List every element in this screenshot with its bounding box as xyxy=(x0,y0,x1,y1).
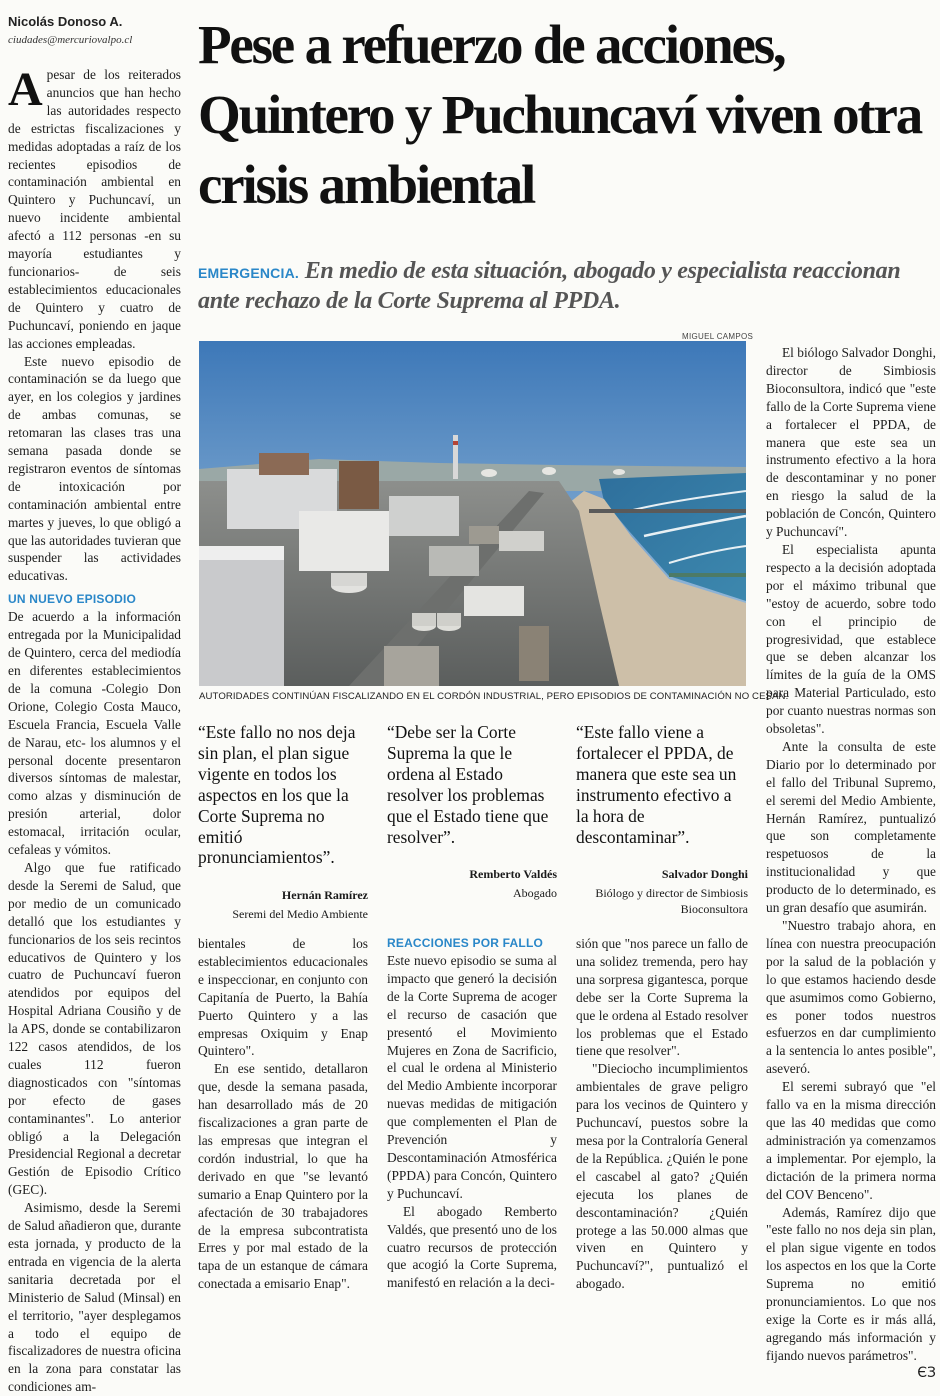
pull-quote-1 xyxy=(198,722,368,922)
pull-quote-2 xyxy=(387,722,557,901)
quote-author: Remberto Valdés xyxy=(469,867,557,882)
subhead-nuevo-episodio: UN NUEVO EPISODIO xyxy=(8,592,137,607)
paragraph: Ante la consulta de este Diario por lo determinado por el fallo del Tribunal Supremo, el seremi del Medio Ambiente, Hernán Ramírez, puntualizó que son completamente respetuosos de la institucionalidad y que producto de lo determinado, es un gran desafío que asumirán. xyxy=(766,738,936,916)
industrial-photo xyxy=(199,341,746,686)
author-name: Nicolás Donoso A. xyxy=(8,14,123,29)
paragraph: Este nuevo episodio de contaminación se da luego que ayer, en los colegios y jardines de ambas comunas, se retomaran las clases tras una semana pasada donde se registraron eventos de síntomas de intoxicación por contaminación ambiental entre martes y jueves, lo que obligó a que las autoridades tuvieran que suspender las actividades educativas. xyxy=(8,353,181,584)
author-email: ciudades@mercuriovalpo.cl xyxy=(8,34,133,46)
paragraph: bientales de los establecimientos educacionales e inspeccionar, en conjunto con Capitanía de Puerto, la Bahía Puerto Quintero y a las empresas Oxiquim y Enap Quintero". xyxy=(198,936,368,1059)
quote-text: “Debe ser la Corte Suprema la que le ordena al Estado resolver los problemas que el Estado tiene que resolver”. xyxy=(387,722,549,847)
kicker-text: En medio de esta situación, abogado y especialista reaccionan ante rechazo de la Corte Suprema al PPDA. xyxy=(198,258,901,314)
kicker xyxy=(198,256,918,316)
column-2 xyxy=(198,935,368,1293)
industrial-coast-illustration xyxy=(199,341,746,686)
paragraph: Además, Ramírez dijo que "este fallo no nos deja sin plan, el plan sigue vigente en todos los aspectos en los que la Corte Suprema no emitió pronunciamientos. Lo que nos exige la Corte es ir más allá, agregando más información y fijando nuevos parámetros". xyxy=(766,1204,936,1363)
quote-author: Hernán Ramírez xyxy=(281,888,368,903)
paragraph: De acuerdo a la información entregada por la Municipalidad de Quintero, cerca del mediodía en diferentes establecimientos de la comuna -Colegio Don Orione, Colegio Costa Mauco, Escuela Francia, Escuela Valle de Narau, etc- los alumnos y el personal docente presentaron diversos síntomas de malestar, como alzas y disminución de presión arterial, dolor estomacal, irritación ocular, cefaleas y vómitos. xyxy=(8,609,181,858)
quote-text: “Este fallo viene a fortalecer el PPDA, de manera que este sea un instrumento efectivo a la hora de descontaminar”. xyxy=(576,722,737,847)
end-mark-icon: ЄЗ xyxy=(917,1364,936,1381)
photo-caption: AUTORIDADES CONTINÚAN FISCALIZANDO EN EL CORDÓN INDUSTRIAL, PERO EPISODIOS DE CONTAMINACIÓN NO CESAN. xyxy=(199,691,789,702)
dropcap: A xyxy=(8,63,43,116)
paragraph: Este nuevo episodio se suma al impacto que generó la decisión de la Corte Suprema de acoger el recurso de casación que presentó el Movimiento Mujeres en Zona de Sacrificio, el cual le ordena al Ministerio del Medio Ambiente incorporar nuevas medidas de mitigación que complementen el Plan de Prevención y Descontaminación Atmosférica (PPDA) para Concón, Quintero y Puchuncaví. xyxy=(387,953,557,1201)
quote-text: “Este fallo no nos deja sin plan, el plan sigue vigente en todos los aspectos en los que la Corte Suprema no emitió pronunciamientos”. xyxy=(198,722,356,868)
paragraph: Asimismo, desde la Seremi de Salud añadieron que, durante esta jornada, y producto de la entrada en vigencia de la alerta sanitaria decretada por el Ministerio de Salud (Minsal) en el territorio, "ayer desplegamos a todo el equipo de fiscalizadores de nuestra oficina en la zona para constatar las condiciones am- xyxy=(8,1200,181,1395)
paragraph: "Dieciocho incumplimientos ambientales de grave peligro para los vecinos de Quintero y Puchuncaví, puestos sobre la mesa por la Contraloría General de la República. ¿Quién le pone el cascabel al gato? ¿Quién ejecuta los planes de descontaminación? ¿Quién protege a las 50.000 almas que viven en Quintero y Puchuncaví?", puntualizó el abogado. xyxy=(576,1061,748,1292)
quote-author: Salvador Donghi xyxy=(661,867,748,882)
kicker-tag: EMERGENCIA. xyxy=(198,265,299,281)
paragraph: El especialista apunta respecto a la decisión adoptada por el máximo tribunal que "estoy de acuerdo, sobre todo con el principio de progresividad, que establece que se deben alcanzar los límites de la guía de la OMS para Material Particulado, esto por cuanto nuestras normas son obsoletas". xyxy=(766,541,936,737)
paragraph: El seremi subrayó que "el fallo va en la misma dirección que las 40 medidas que como administración ya comenzamos a implementar. Por ejemplo, la dictación de la primera norma del COV Benceno". xyxy=(766,1079,936,1202)
quote-role: Seremi del Medio Ambiente xyxy=(232,907,368,922)
photo-credit: MIGUEL CAMPOS xyxy=(682,332,754,341)
column-5 xyxy=(766,344,936,1381)
headline: Pese a refuerzo de acciones, Quintero y Puchuncaví viven otra crisis ambiental xyxy=(198,14,922,215)
quote-role: Abogado xyxy=(513,886,557,901)
pull-quote-3 xyxy=(576,722,748,917)
paragraph: El abogado Remberto Valdés, que presentó uno de los cuatro recursos de protección que acogió la Corte Suprema, manifestó en relación a la deci- xyxy=(387,1203,557,1291)
subhead-reacciones: REACCIONES POR FALLO xyxy=(387,936,544,950)
paragraph: Algo que fue ratificado desde la Seremi de Salud, que por medio de un comunicado detalló que los estudiantes y funcionarios de los seis recintos educativos de Quintero y los cuatro de Puchuncaví fueron atendidos por equipos del Hospital Adriana Cousiño y de la APS, donde se contabilizaron 122 casos atendidos, de los cuales 112 fueron diagnosticados con "síntomas por efecto de gases contaminantes". Lo anterior obligó a la Delegación Presidencial Regional a decretar Gestión de Episodio Crítico (GEC). xyxy=(8,859,181,1198)
paragraph: pesar de los reiterados anuncios que han hecho las autoridades respecto de estrictas fiscalizaciones y medidas adoptadas a raíz de los recientes episodios de contaminación ambiental en Quintero y Puchuncaví, un nuevo incidente ambiental afectó a 112 personas -en su mayoría estudiantes y funcionarios- de seis establecimientos educacionales de Quintero y cuatro de Puchuncaví, poniendo en jaque las acciones empleadas. xyxy=(8,67,181,351)
paragraph: El biólogo Salvador Donghi, director de Simbiosis Bioconsultora, indicó que "este fallo de la Corte Suprema viene a fortalecer el PPDA, de manera que este sea un instrumento efectivo a la hora de descontaminar y no poner en riesgo la salud de la población de Concón, Quintero y Puchuncaví". xyxy=(766,345,936,540)
quote-role: Biólogo y director de Simbiosis Bioconsultora xyxy=(595,886,748,917)
column-1 xyxy=(8,63,181,1396)
paragraph: En ese sentido, detallaron que, desde la semana pasada, han desarrollado más de 20 fiscalizaciones a gran parte de las empresas que integran el cordón industrial, lo que ha derivado en que "se levantó sumario a Enap Quintero por la afectación de 30 trabajadores de la empresa subcontratista Erres y por mal estado de la tapa de un estanque de cámara conectada a emisario Enap". xyxy=(198,1061,368,1292)
paragraph: "Nuestro trabajo ahora, en línea con nuestra preocupación por la salud de la población y lo que estamos haciendo desde que asumimos como Gobierno, es poner todos nuestros esfuerzos en dar cumplimiento a la sentencia lo antes posible", aseveró. xyxy=(766,918,936,1077)
column-4 xyxy=(576,935,748,1293)
column-3 xyxy=(387,935,557,1292)
paragraph: sión que "nos parece un fallo de una solidez tremenda, pero hay una sorpresa gigantesca, porque debe ser la Corte Suprema la que le ordena al Estado resolver los problemas que el Estado tiene que resolver". xyxy=(576,936,748,1059)
